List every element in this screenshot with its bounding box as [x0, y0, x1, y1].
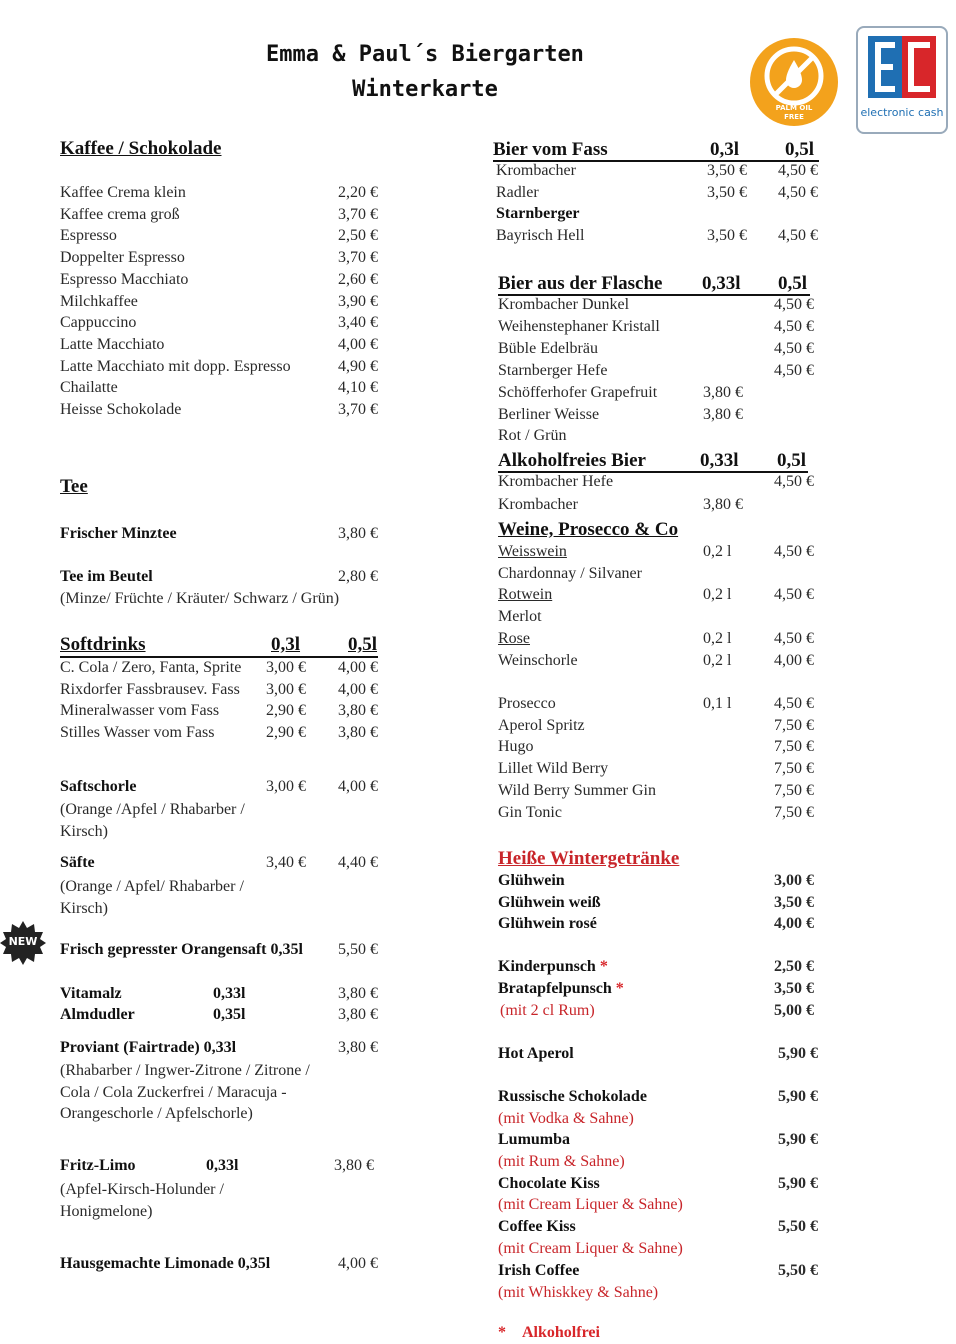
limonade-price: 4,00 €	[338, 1255, 378, 1272]
kaffee-item-price: 4,10 €	[338, 379, 378, 397]
menu-subtitle: Winterkarte	[352, 77, 498, 102]
footnote-asterisk: *	[498, 1324, 506, 1341]
kinderpunsch-name: Kinderpunsch	[498, 958, 596, 975]
flasche-item-name: Starnberger Hefe	[498, 361, 608, 379]
flasche-price-small: 3,80 €	[703, 405, 743, 423]
flasche-price-small: 3,80 €	[703, 383, 743, 401]
softdrink-price-large: 4,00 €	[338, 680, 378, 698]
wein-item-name: Merlot	[498, 608, 542, 626]
drink-item-name: Hugo	[498, 738, 534, 756]
softdrink-price-small: 3,00 €	[266, 659, 306, 676]
fass-price-small: 3,50 €	[707, 162, 747, 179]
chockiss-name: Chocolate Kiss	[498, 1175, 600, 1192]
coffeekiss-desc: (mit Cream Liquer & Sahne)	[498, 1240, 683, 1257]
drink-item-name: Lillet Wild Berry	[498, 760, 609, 778]
rum-desc: (mit 2 cl Rum)	[500, 1002, 595, 1019]
limonade-name: Hausgemachte Limonade 0,35l	[60, 1255, 271, 1272]
menu-title: Emma & Paul´s Biergarten	[266, 42, 584, 67]
fass-price-large: 4,50 €	[778, 183, 818, 201]
palm-oil-free-badge	[748, 36, 840, 128]
flasche-item-name: Büble Edelbräu	[498, 339, 598, 357]
saefte-price-large: 4,40 €	[338, 854, 378, 871]
irish-price: 5,50 €	[778, 1262, 818, 1279]
softdrinks-rule	[60, 656, 378, 658]
flasche-col2: 0,5l	[778, 273, 808, 294]
saefte-desc: (Orange / Apfel/ Rhabarber / Kirsch)	[60, 878, 244, 917]
lumumba-name: Lumumba	[498, 1131, 571, 1148]
softdrink-price-large: 3,80 €	[338, 724, 378, 742]
vitamalz-size: 0,33l	[213, 985, 246, 1002]
drink-item-price: 7,50 €	[774, 738, 814, 756]
drink-item-name: Wild Berry Summer Gin	[498, 781, 656, 799]
wein-item-price: 4,50 €	[774, 543, 814, 560]
flasche-price-large: 4,50 €	[774, 317, 814, 335]
bratapfel-price: 3,50 €	[774, 980, 814, 997]
hot-aperol-price: 5,90 €	[778, 1045, 818, 1062]
kaffee-item-name: Chailatte	[60, 379, 118, 397]
kaffee-item-name: Milchkaffee	[60, 292, 138, 310]
footnote-label: Alkoholfrei	[522, 1324, 600, 1341]
almdudler-price: 3,80 €	[338, 1006, 378, 1023]
kaffee-item-name: Espresso	[60, 227, 117, 245]
vitamalz-price: 3,80 €	[338, 985, 378, 1002]
proviant-name: Proviant (Fairtrade) 0,33l	[60, 1039, 237, 1056]
kaffee-item-price: 2,60 €	[338, 270, 378, 288]
bratapfel-item	[498, 980, 624, 998]
tee-beutel-desc: (Minze/ Früchte / Kräuter/ Schwarz / Grün)	[60, 590, 340, 607]
kinderpunsch-asterisk: *	[599, 958, 608, 975]
kaffee-item-name: Latte Macchiato	[60, 335, 165, 353]
irish-name: Irish Coffee	[498, 1262, 580, 1279]
chockiss-price: 5,90 €	[778, 1175, 818, 1192]
saefte-price-small: 3,40 €	[266, 854, 306, 871]
softdrink-price-large: 3,80 €	[338, 702, 378, 720]
rum-price: 5,00 €	[774, 1002, 814, 1019]
wein-item-size: 0,2 l	[703, 586, 732, 604]
fass-item-name: Bayrisch Hell	[496, 227, 585, 245]
wein-item-name: Rotwein	[498, 586, 553, 604]
fass-item-name: Starnberger	[496, 205, 580, 223]
coffeekiss-price: 5,50 €	[778, 1218, 818, 1235]
drink-item-price: 4,50 €	[774, 695, 814, 712]
winter-item-name: Glühwein rosé	[498, 915, 597, 933]
wein-item-name: Weinschorle	[498, 651, 578, 669]
bratapfel-asterisk: *	[615, 980, 624, 997]
fritz-size: 0,33l	[206, 1157, 239, 1174]
kaffee-item-name: Cappuccino	[60, 314, 137, 332]
electronic-cash-logo	[856, 26, 948, 134]
fass-col2: 0,5l	[785, 139, 815, 160]
alkfrei-title: Alkoholfreies Bier	[498, 450, 646, 471]
wein-item-price: 4,50 €	[774, 586, 814, 604]
ec-e-bar	[875, 64, 893, 70]
saefte-name: Säfte	[60, 854, 95, 871]
flasche-price-large: 4,50 €	[774, 361, 814, 379]
softdrink-item-name: Stilles Wasser vom Fass	[60, 724, 215, 742]
drink-item-name: Prosecco	[498, 695, 556, 712]
tee-beutel-price: 2,80 €	[338, 568, 378, 585]
lumumba-price: 5,90 €	[778, 1131, 818, 1148]
fritz-price: 3,80 €	[334, 1157, 374, 1174]
lumumba-desc: (mit Rum & Sahne)	[498, 1153, 625, 1170]
fass-price-large: 4,50 €	[778, 227, 818, 245]
palm-oil-free-label: FREE	[784, 113, 804, 121]
wein-item-name: Chardonnay / Silvaner	[498, 564, 642, 582]
drink-item-price: 7,50 €	[774, 803, 814, 821]
drink-item-price: 7,50 €	[774, 760, 814, 778]
softdrinks-col2: 0,5l	[348, 634, 378, 655]
bratapfel-name: Bratapfelpunsch	[498, 980, 612, 997]
flasche-item-name: Schöfferhofer Grapefruit	[498, 383, 658, 401]
chockiss-desc: (mit Cream Liquer & Sahne)	[498, 1196, 683, 1213]
almdudler-size: 0,35l	[213, 1006, 246, 1023]
drink-item-name: Gin Tonic	[498, 803, 562, 821]
saftschorle-desc: (Orange /Apfel / Rhabarber / Kirsch)	[60, 801, 245, 840]
hot-aperol-name: Hot Aperol	[498, 1045, 574, 1062]
ec-c-icon	[908, 42, 930, 92]
flasche-item-name: Rot / Grün	[498, 427, 567, 445]
flasche-item-name: Weihenstephaner Kristall	[498, 317, 660, 335]
flasche-title: Bier aus der Flasche	[498, 273, 663, 294]
kaffee-item-price: 3,70 €	[338, 205, 378, 223]
fass-price-large: 4,50 €	[778, 162, 818, 179]
softdrink-price-small: 2,90 €	[266, 702, 306, 720]
kaffee-item-price: 4,00 €	[338, 335, 378, 353]
fritz-desc: (Apfel-Kirsch-Holunder / Honigmelone)	[60, 1181, 224, 1220]
drink-item-price: 7,50 €	[774, 716, 814, 734]
winter-item-name: Glühwein weiß	[498, 893, 601, 911]
drink-item-price: 7,50 €	[774, 781, 814, 799]
alkfrei-col1: 0,33l	[700, 450, 739, 471]
kaffee-item-price: 4,90 €	[338, 357, 378, 375]
orangensaft-name: Frisch gepresster Orangensaft 0,35l	[60, 941, 303, 958]
saftschorle-name: Saftschorle	[60, 778, 137, 795]
fritz-name: Fritz-Limo	[60, 1157, 136, 1174]
flasche-col1: 0,33l	[702, 273, 741, 294]
palm-oil-label: PALM OIL	[775, 104, 813, 112]
drink-item-name: Aperol Spritz	[498, 716, 585, 734]
kinderpunsch-item	[498, 958, 608, 976]
winter-title: Heiße Wintergetränke	[498, 848, 680, 869]
fass-price-small: 3,50 €	[707, 183, 747, 201]
kaffee-item-price: 2,50 €	[338, 227, 378, 245]
flasche-price-large: 4,50 €	[774, 339, 814, 357]
alkfrei-price-large: 4,50 €	[774, 473, 814, 490]
russisch-desc: (mit Vodka & Sahne)	[498, 1110, 634, 1127]
russisch-price: 5,90 €	[778, 1088, 818, 1105]
saftschorle-price-small: 3,00 €	[266, 778, 306, 795]
winter-item-price: 3,00 €	[774, 872, 814, 889]
softdrinks-title: Softdrinks	[60, 634, 146, 655]
saftschorle-price-large: 4,00 €	[338, 778, 378, 795]
fass-col1: 0,3l	[710, 139, 740, 160]
ec-label: electronic cash	[860, 106, 944, 119]
orangensaft-price: 5,50 €	[338, 941, 378, 958]
kaffee-item-price: 3,40 €	[338, 314, 378, 332]
kaffee-item-name: Kaffee Crema klein	[60, 184, 186, 201]
footnote	[498, 1324, 600, 1342]
coffeekiss-name: Coffee Kiss	[498, 1218, 576, 1235]
tee-beutel-name: Tee im Beutel	[60, 568, 153, 585]
kaffee-item-name: Espresso Macchiato	[60, 270, 189, 288]
kaffee-item-price: 3,70 €	[338, 249, 378, 267]
softdrink-price-small: 3,00 €	[266, 680, 306, 698]
vitamalz-name: Vitamalz	[60, 985, 122, 1002]
wein-item-name: Weisswein	[498, 543, 567, 560]
tee-title: Tee	[60, 476, 88, 497]
irish-desc: (mit Whiskkey & Sahne)	[498, 1284, 659, 1301]
fass-item-name: Krombacher	[496, 162, 576, 179]
almdudler-name: Almdudler	[60, 1006, 135, 1023]
wein-item-size: 0,2 l	[703, 629, 732, 647]
alkfrei-price-small: 3,80 €	[703, 496, 743, 513]
softdrink-item-name: Mineralwasser vom Fass	[60, 702, 220, 720]
alkfrei-item-name: Krombacher	[498, 496, 578, 513]
drink-item-size: 0,1 l	[703, 695, 732, 712]
alkfrei-col2: 0,5l	[777, 450, 807, 471]
russisch-name: Russische Schokolade	[498, 1088, 647, 1105]
softdrinks-col1: 0,3l	[271, 634, 301, 655]
wein-item-name: Rose	[498, 629, 530, 647]
softdrink-price-small: 2,90 €	[266, 724, 306, 742]
kaffee-item-name: Doppelter Espresso	[60, 249, 185, 267]
flasche-item-name: Berliner Weisse	[498, 405, 600, 423]
new-badge	[0, 920, 46, 966]
kinderpunsch-price: 2,50 €	[774, 958, 814, 975]
kaffee-item-name: Heisse Schokolade	[60, 401, 182, 418]
fass-price-small: 3,50 €	[707, 227, 747, 245]
weine-title: Weine, Prosecco & Co	[498, 519, 679, 540]
softdrink-item-name: Rixdorfer Fassbrausev. Fass	[60, 680, 240, 698]
softdrink-price-large: 4,00 €	[338, 659, 378, 676]
wein-item-size: 0,2 l	[703, 651, 732, 669]
fass-item-name: Radler	[496, 183, 539, 201]
winter-item-price: 4,00 €	[774, 915, 814, 933]
softdrink-item-name: C. Cola / Zero, Fanta, Sprite	[60, 659, 242, 676]
fass-title: Bier vom Fass	[493, 139, 608, 160]
flasche-item-name: Krombacher Dunkel	[498, 296, 630, 313]
flasche-price-large: 4,50 €	[774, 296, 814, 313]
kaffee-item-price: 3,90 €	[338, 292, 378, 310]
kaffee-item-price: 2,20 €	[338, 184, 378, 201]
kaffee-item-name: Kaffee crema groß	[60, 205, 180, 223]
alkfrei-item-name: Krombacher Hefe	[498, 473, 614, 490]
new-label: NEW	[8, 935, 38, 948]
kaffee-item-price: 3,70 €	[338, 401, 378, 418]
kaffee-title: Kaffee / Schokolade	[60, 138, 222, 159]
winter-item-name: Glühwein	[498, 872, 565, 889]
proviant-desc: (Rhabarber / Ingwer-Zitrone / Zitrone / Cola / Cola Zuckerfrei / Maracuja - Orangeschorle / Apfelschorle)	[60, 1062, 310, 1123]
tee-minz-name: Frischer Minztee	[60, 525, 177, 542]
proviant-price: 3,80 €	[338, 1039, 378, 1056]
wein-item-price: 4,50 €	[774, 629, 814, 647]
wein-item-size: 0,2 l	[703, 543, 732, 560]
tee-minz-price: 3,80 €	[338, 525, 378, 542]
wein-item-price: 4,00 €	[774, 651, 814, 669]
winter-item-price: 3,50 €	[774, 893, 814, 911]
kaffee-item-name: Latte Macchiato mit dopp. Espresso	[60, 357, 291, 375]
